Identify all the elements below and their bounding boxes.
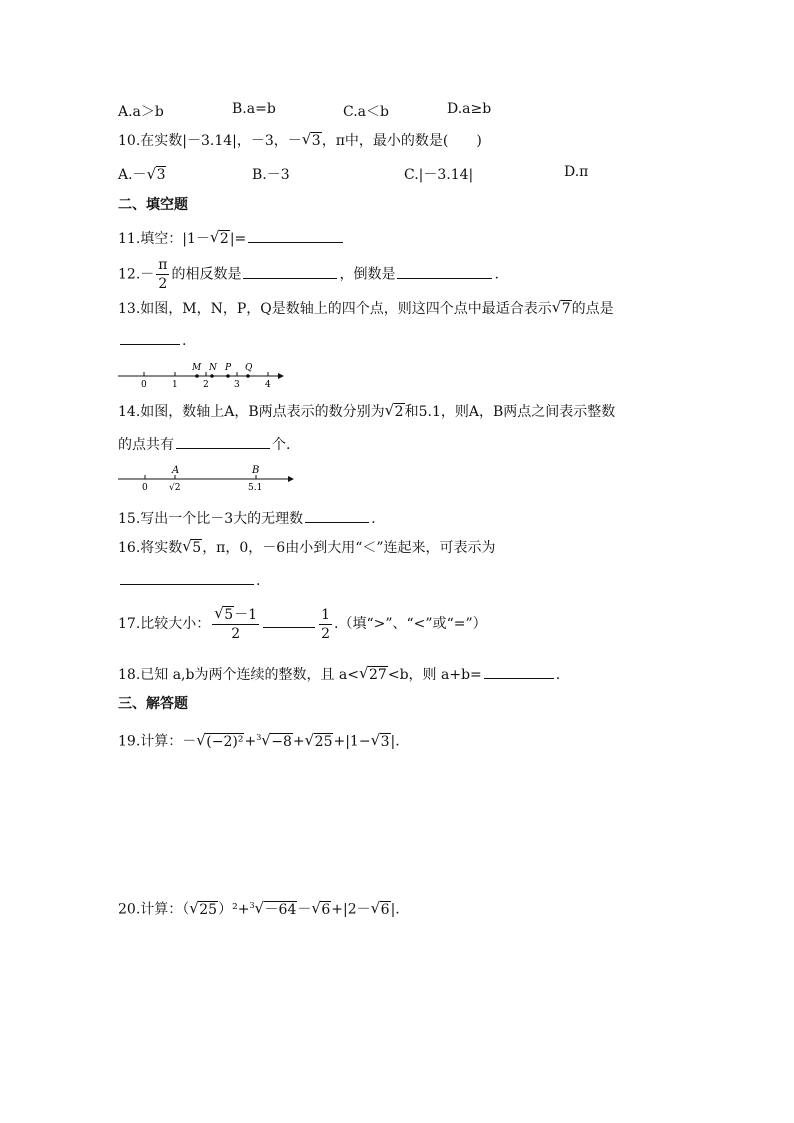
point-label: M [192,363,202,373]
tick-label: 0 [142,483,148,493]
q18: 18.已知 a,b为两个连续的整数，且 a<√ 27<b，则 a+b= . [118,664,560,685]
tick-label: 3 [234,380,240,390]
q10-option-c: C.|－3.14| [404,167,474,183]
q16-stem: 16.将实数√ 5，π，0，－6由小到大用“＜”连起来，可表示为 [118,538,496,558]
q14-stem: 14.如图，数轴上A，B两点表示的数分别为√ 2和5.1，则A，B两点之间表示整数 [118,402,615,422]
q13-number-line [118,358,288,390]
answer-blank [263,613,315,628]
point-label: N [209,363,217,373]
q10-option-b: B.－3 [252,167,290,183]
q19: 19.计算：－√ (−2)²+$^3$√ −8+√ 25+|1−√ 3|. [118,728,400,752]
q15: 15.写出一个比－3大的无理数 . [118,508,376,529]
answer-blank [397,264,492,279]
tick-label: 4 [265,380,271,390]
answer-blank [305,508,369,523]
point-label: A [172,465,180,476]
section-heading-fill-in: 二、填空题 [118,197,188,213]
answer-blank [176,434,270,449]
q9-option-c: C.a＜b [343,104,389,120]
q10-option-a: A.－√ 3 [118,164,166,184]
q14-line2: 的点共有 个. [118,434,290,455]
point-label: P [225,363,232,373]
point-label: Q [245,363,253,373]
answer-blank [243,264,337,279]
answer-blank [248,228,343,243]
tick-label: 0 [141,380,147,390]
q14-number-line [118,462,298,494]
tick-label: √2 [169,483,181,493]
q17: 17.比较大小： √ $\frac{5-1}{2}$ $\frac{1}{2}$ .（填“>”、“<”或“=”） [118,604,487,644]
q9-option-d: D.a≥b [447,101,492,117]
answer-blank [484,664,554,679]
q13-answer: . [118,330,186,351]
tick-label: 2 [203,380,209,390]
tick-label: 5.1 [248,483,263,493]
q11: 11.填空：|1－√ 2|= [118,228,345,249]
q10-option-d: D.π [564,164,589,180]
q13-stem: 13.如图，M，N，P，Q是数轴上的四个点，则这四个点中最适合表示√ 7的点是 [118,299,614,319]
q16-answer: . [118,570,260,591]
q9-option-b: B.a=b [232,101,276,117]
answer-blank [120,330,180,345]
point-label: B [252,465,260,476]
section-heading-solve: 三、解答题 [118,696,188,712]
tick-label: 1 [172,380,178,390]
sqrt-symbol: √ 3 [302,131,322,151]
q20: 20.计算：（√ 25）²+$^3$√ －64－√ 6+|2－√ 6|. [118,896,400,920]
q9-option-a: A.a＞b [118,104,164,120]
answer-blank [120,570,254,585]
q12: 12.－ $\frac{\pi}{2}$ 的相反数是 ，倒数是 . [118,257,499,292]
q10-stem: 10.在实数|－3.14|，－3，－√ 3，π中，最小的数是( ) [118,131,482,151]
